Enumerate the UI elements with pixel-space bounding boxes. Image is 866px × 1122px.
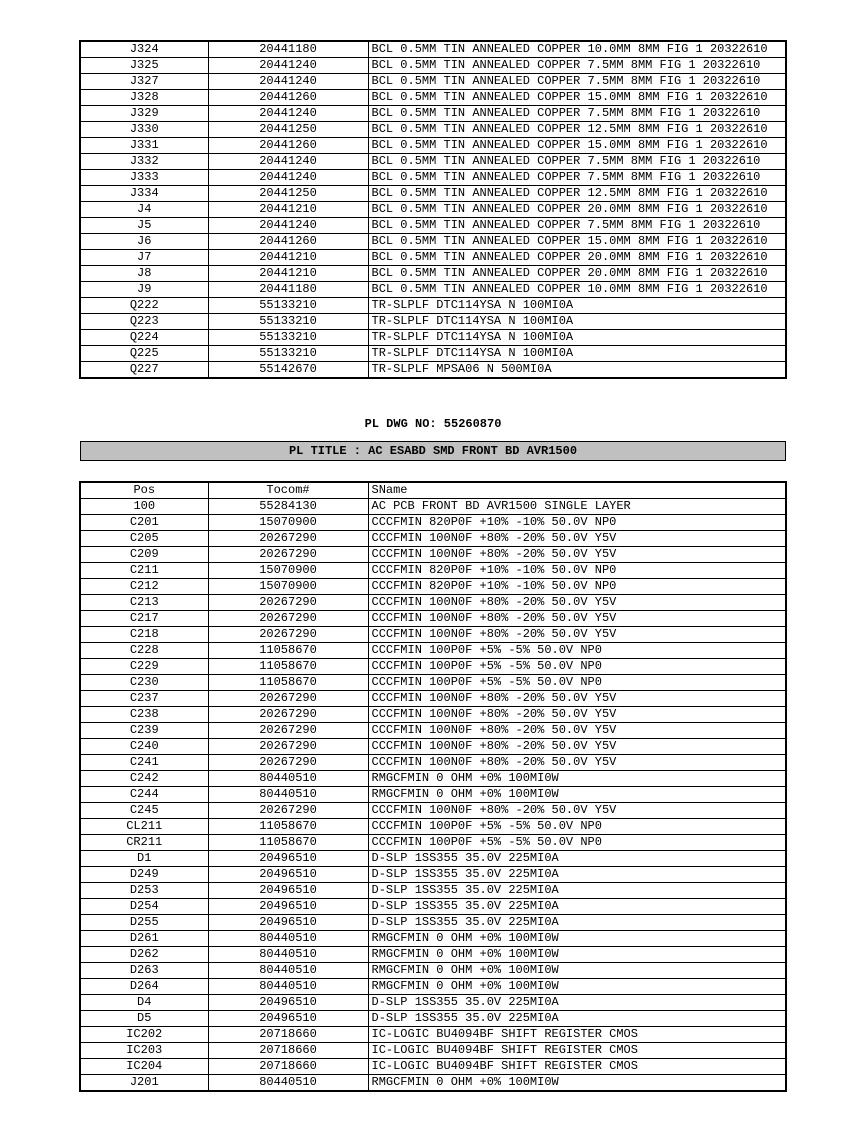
table-row	[80, 1075, 786, 1092]
table-row	[80, 867, 786, 883]
tocom-cell: 20496510	[208, 899, 368, 915]
table-row	[80, 74, 786, 90]
sname-cell: IC-LOGIC BU4094BF SHIFT REGISTER CMOS	[368, 1059, 786, 1075]
tocom-cell: 20267290	[208, 691, 368, 707]
sname-cell: D-SLP 1SS355 35.0V 225MI0A	[368, 867, 786, 883]
table-row	[80, 1027, 786, 1043]
table-row	[80, 282, 786, 298]
table-row	[80, 314, 786, 330]
table-row	[80, 611, 786, 627]
sname-cell: RMGCFMIN 0 OHM +0% 100MI0W	[368, 947, 786, 963]
pl-title-bar: PL TITLE : AC ESABD SMD FRONT BD AVR1500	[80, 441, 786, 461]
tocom-cell: 80440510	[208, 947, 368, 963]
sname-cell: BCL 0.5MM TIN ANNEALED COPPER 15.0MM 8MM FIG 1 20322610	[368, 234, 786, 250]
tocom-cell: 20718660	[208, 1059, 368, 1075]
sname-cell: TR-SLPLF MPSA06 N 500MI0A	[368, 362, 786, 379]
sname-cell: RMGCFMIN 0 OHM +0% 100MI0W	[368, 787, 786, 803]
table-row	[80, 675, 786, 691]
pos-cell: D1	[80, 851, 208, 867]
sname-cell: BCL 0.5MM TIN ANNEALED COPPER 7.5MM 8MM FIG 1 20322610	[368, 154, 786, 170]
table-row	[80, 250, 786, 266]
pos-cell: CR211	[80, 835, 208, 851]
table-row	[80, 154, 786, 170]
tocom-cell: 20496510	[208, 867, 368, 883]
sname-cell: IC-LOGIC BU4094BF SHIFT REGISTER CMOS	[368, 1027, 786, 1043]
tocom-cell: 11058670	[208, 659, 368, 675]
tocom-cell: 20267290	[208, 611, 368, 627]
sname-cell: CCCFMIN 100N0F +80% -20% 50.0V Y5V	[368, 691, 786, 707]
table-row	[80, 298, 786, 314]
tocom-cell: 20441250	[208, 186, 368, 202]
table-row	[80, 803, 786, 819]
table-row	[80, 362, 786, 379]
table-row	[80, 723, 786, 739]
pos-cell: C218	[80, 627, 208, 643]
tocom-cell: 20441180	[208, 41, 368, 58]
pos-cell: J329	[80, 106, 208, 122]
tocom-cell: 20496510	[208, 851, 368, 867]
tocom-cell: 55133210	[208, 346, 368, 362]
pos-cell: J327	[80, 74, 208, 90]
table-row	[80, 947, 786, 963]
sname-cell: CCCFMIN 100N0F +80% -20% 50.0V Y5V	[368, 803, 786, 819]
pos-cell: D255	[80, 915, 208, 931]
sname-cell: BCL 0.5MM TIN ANNEALED COPPER 10.0MM 8MM FIG 1 20322610	[368, 282, 786, 298]
pos-cell: D249	[80, 867, 208, 883]
parts-table-continued-body	[80, 41, 786, 378]
pos-cell: C209	[80, 547, 208, 563]
pos-cell: D253	[80, 883, 208, 899]
pos-cell: J9	[80, 282, 208, 298]
pos-cell: J7	[80, 250, 208, 266]
pos-cell: J324	[80, 41, 208, 58]
tocom-cell: 80440510	[208, 771, 368, 787]
sname-cell: CCCFMIN 100N0F +80% -20% 50.0V Y5V	[368, 595, 786, 611]
table-row	[80, 138, 786, 154]
table-row	[80, 330, 786, 346]
tocom-cell: 20441260	[208, 234, 368, 250]
sname-cell: BCL 0.5MM TIN ANNEALED COPPER 7.5MM 8MM FIG 1 20322610	[368, 74, 786, 90]
table-row	[80, 899, 786, 915]
tocom-cell: 20441240	[208, 74, 368, 90]
tocom-cell: 80440510	[208, 963, 368, 979]
table-row	[80, 547, 786, 563]
sname-cell: BCL 0.5MM TIN ANNEALED COPPER 7.5MM 8MM FIG 1 20322610	[368, 170, 786, 186]
tocom-cell: 20441240	[208, 58, 368, 74]
table-row	[80, 218, 786, 234]
table-row	[80, 787, 786, 803]
sname-cell: CCCFMIN 100N0F +80% -20% 50.0V Y5V	[368, 547, 786, 563]
column-header-pos: Pos	[80, 482, 208, 499]
tocom-cell: 15070900	[208, 515, 368, 531]
pos-cell: IC204	[80, 1059, 208, 1075]
table-row	[80, 170, 786, 186]
sname-cell: D-SLP 1SS355 35.0V 225MI0A	[368, 899, 786, 915]
pos-cell: 100	[80, 499, 208, 515]
tocom-cell: 20267290	[208, 755, 368, 771]
sname-cell: CCCFMIN 100P0F +5% -5% 50.0V NP0	[368, 835, 786, 851]
pos-cell: C228	[80, 643, 208, 659]
pos-cell: J334	[80, 186, 208, 202]
tocom-cell: 20496510	[208, 995, 368, 1011]
tocom-cell: 80440510	[208, 979, 368, 995]
pos-cell: C211	[80, 563, 208, 579]
sname-cell: TR-SLPLF DTC114YSA N 100MI0A	[368, 298, 786, 314]
sname-cell: RMGCFMIN 0 OHM +0% 100MI0W	[368, 931, 786, 947]
pos-cell: Q222	[80, 298, 208, 314]
tocom-cell: 20267290	[208, 803, 368, 819]
table-row	[80, 41, 786, 58]
pos-cell: C242	[80, 771, 208, 787]
sname-cell: RMGCFMIN 0 OHM +0% 100MI0W	[368, 979, 786, 995]
tocom-cell: 20441260	[208, 138, 368, 154]
tocom-cell: 20267290	[208, 595, 368, 611]
table-row	[80, 579, 786, 595]
tocom-cell: 20267290	[208, 707, 368, 723]
column-header-tocom: Tocom#	[208, 482, 368, 499]
tocom-cell: 20496510	[208, 915, 368, 931]
tocom-cell: 20718660	[208, 1027, 368, 1043]
sname-cell: D-SLP 1SS355 35.0V 225MI0A	[368, 915, 786, 931]
tocom-cell: 55142670	[208, 362, 368, 379]
sname-cell: BCL 0.5MM TIN ANNEALED COPPER 7.5MM 8MM FIG 1 20322610	[368, 106, 786, 122]
tocom-cell: 15070900	[208, 579, 368, 595]
pos-cell: Q225	[80, 346, 208, 362]
table-row	[80, 995, 786, 1011]
parts-table-main-body	[80, 499, 786, 1092]
sname-cell: BCL 0.5MM TIN ANNEALED COPPER 12.5MM 8MM FIG 1 20322610	[368, 122, 786, 138]
table-row	[80, 106, 786, 122]
sname-cell: CCCFMIN 100N0F +80% -20% 50.0V Y5V	[368, 611, 786, 627]
pos-cell: C245	[80, 803, 208, 819]
tocom-cell: 20441260	[208, 90, 368, 106]
pos-cell: D261	[80, 931, 208, 947]
pos-cell: J4	[80, 202, 208, 218]
sname-cell: D-SLP 1SS355 35.0V 225MI0A	[368, 995, 786, 1011]
sname-cell: BCL 0.5MM TIN ANNEALED COPPER 20.0MM 8MM FIG 1 20322610	[368, 202, 786, 218]
tocom-cell: 20496510	[208, 883, 368, 899]
sname-cell: RMGCFMIN 0 OHM +0% 100MI0W	[368, 963, 786, 979]
sname-cell: CCCFMIN 820P0F +10% -10% 50.0V NP0	[368, 563, 786, 579]
tocom-cell: 20441240	[208, 170, 368, 186]
pos-cell: Q227	[80, 362, 208, 379]
table-row	[80, 1059, 786, 1075]
pos-cell: D263	[80, 963, 208, 979]
table-row	[80, 234, 786, 250]
table-row	[80, 819, 786, 835]
pos-cell: C230	[80, 675, 208, 691]
table-row	[80, 739, 786, 755]
sname-cell: D-SLP 1SS355 35.0V 225MI0A	[368, 883, 786, 899]
pos-cell: C212	[80, 579, 208, 595]
tocom-cell: 20267290	[208, 627, 368, 643]
pos-cell: J6	[80, 234, 208, 250]
tocom-cell: 20441240	[208, 154, 368, 170]
tocom-cell: 20441210	[208, 202, 368, 218]
table-row	[80, 755, 786, 771]
pos-cell: D254	[80, 899, 208, 915]
tocom-cell: 20441180	[208, 282, 368, 298]
pos-cell: IC203	[80, 1043, 208, 1059]
pos-cell: C217	[80, 611, 208, 627]
pos-cell: Q223	[80, 314, 208, 330]
table-row	[80, 266, 786, 282]
sname-cell: BCL 0.5MM TIN ANNEALED COPPER 15.0MM 8MM FIG 1 20322610	[368, 138, 786, 154]
tocom-cell: 80440510	[208, 931, 368, 947]
table-row	[80, 1011, 786, 1027]
sname-cell: IC-LOGIC BU4094BF SHIFT REGISTER CMOS	[368, 1043, 786, 1059]
table-row	[80, 595, 786, 611]
tocom-cell: 20441210	[208, 266, 368, 282]
tocom-cell: 20441240	[208, 106, 368, 122]
table-row	[80, 851, 786, 867]
sname-cell: BCL 0.5MM TIN ANNEALED COPPER 7.5MM 8MM FIG 1 20322610	[368, 58, 786, 74]
tocom-cell: 15070900	[208, 563, 368, 579]
table-row	[80, 202, 786, 218]
table-row	[80, 707, 786, 723]
pos-cell: J8	[80, 266, 208, 282]
table-row	[80, 835, 786, 851]
sname-cell: BCL 0.5MM TIN ANNEALED COPPER 15.0MM 8MM FIG 1 20322610	[368, 90, 786, 106]
table-row	[80, 627, 786, 643]
pos-cell: IC202	[80, 1027, 208, 1043]
tocom-cell: 55284130	[208, 499, 368, 515]
table-row	[80, 883, 786, 899]
tocom-cell: 20496510	[208, 1011, 368, 1027]
pos-cell: J5	[80, 218, 208, 234]
sname-cell: D-SLP 1SS355 35.0V 225MI0A	[368, 851, 786, 867]
tocom-cell: 20267290	[208, 723, 368, 739]
tocom-cell: 20267290	[208, 547, 368, 563]
sname-cell: TR-SLPLF DTC114YSA N 100MI0A	[368, 346, 786, 362]
table-row	[80, 1043, 786, 1059]
parts-table-header	[80, 482, 786, 499]
tocom-cell: 55133210	[208, 330, 368, 346]
table-row	[80, 346, 786, 362]
pos-cell: J331	[80, 138, 208, 154]
sname-cell: RMGCFMIN 0 OHM +0% 100MI0W	[368, 771, 786, 787]
table-row	[80, 563, 786, 579]
sname-cell: CCCFMIN 100N0F +80% -20% 50.0V Y5V	[368, 755, 786, 771]
sname-cell: BCL 0.5MM TIN ANNEALED COPPER 20.0MM 8MM FIG 1 20322610	[368, 250, 786, 266]
pos-cell: C240	[80, 739, 208, 755]
table-row	[80, 659, 786, 675]
pos-cell: C237	[80, 691, 208, 707]
pos-cell: D264	[80, 979, 208, 995]
tocom-cell: 20441240	[208, 218, 368, 234]
table-row	[80, 90, 786, 106]
table-row	[80, 515, 786, 531]
sname-cell: BCL 0.5MM TIN ANNEALED COPPER 20.0MM 8MM FIG 1 20322610	[368, 266, 786, 282]
sname-cell: CCCFMIN 100P0F +5% -5% 50.0V NP0	[368, 819, 786, 835]
table-row	[80, 963, 786, 979]
table-row	[80, 122, 786, 138]
sname-cell: AC PCB FRONT BD AVR1500 SINGLE LAYER	[368, 499, 786, 515]
tocom-cell: 80440510	[208, 787, 368, 803]
pos-cell: D262	[80, 947, 208, 963]
pos-cell: C244	[80, 787, 208, 803]
pos-cell: C205	[80, 531, 208, 547]
table-row	[80, 979, 786, 995]
tocom-cell: 11058670	[208, 835, 368, 851]
sname-cell: CCCFMIN 100N0F +80% -20% 50.0V Y5V	[368, 531, 786, 547]
table-row	[80, 186, 786, 202]
sname-cell: BCL 0.5MM TIN ANNEALED COPPER 12.5MM 8MM FIG 1 20322610	[368, 186, 786, 202]
pos-cell: C238	[80, 707, 208, 723]
table-row	[80, 771, 786, 787]
tocom-cell: 55133210	[208, 298, 368, 314]
sname-cell: CCCFMIN 100N0F +80% -20% 50.0V Y5V	[368, 723, 786, 739]
pos-cell: C241	[80, 755, 208, 771]
pos-cell: D4	[80, 995, 208, 1011]
pos-cell: J333	[80, 170, 208, 186]
pos-cell: C201	[80, 515, 208, 531]
sname-cell: BCL 0.5MM TIN ANNEALED COPPER 7.5MM 8MM FIG 1 20322610	[368, 218, 786, 234]
pos-cell: J332	[80, 154, 208, 170]
tocom-cell: 20441250	[208, 122, 368, 138]
pos-cell: C229	[80, 659, 208, 675]
sname-cell: RMGCFMIN 0 OHM +0% 100MI0W	[368, 1075, 786, 1092]
table-row	[80, 691, 786, 707]
sname-cell: BCL 0.5MM TIN ANNEALED COPPER 10.0MM 8MM FIG 1 20322610	[368, 41, 786, 58]
pos-cell: D5	[80, 1011, 208, 1027]
sname-cell: CCCFMIN 100P0F +5% -5% 50.0V NP0	[368, 659, 786, 675]
pos-cell: J325	[80, 58, 208, 74]
table-row	[80, 915, 786, 931]
sname-cell: CCCFMIN 820P0F +10% -10% 50.0V NP0	[368, 515, 786, 531]
sname-cell: CCCFMIN 820P0F +10% -10% 50.0V NP0	[368, 579, 786, 595]
tocom-cell: 20267290	[208, 739, 368, 755]
pos-cell: J330	[80, 122, 208, 138]
tocom-cell: 80440510	[208, 1075, 368, 1092]
table-row	[80, 531, 786, 547]
table-row	[80, 643, 786, 659]
table-row	[80, 58, 786, 74]
sname-cell: CCCFMIN 100N0F +80% -20% 50.0V Y5V	[368, 707, 786, 723]
parts-table-continued	[79, 40, 787, 379]
column-header-sname: SName	[368, 482, 786, 499]
sname-cell: CCCFMIN 100P0F +5% -5% 50.0V NP0	[368, 675, 786, 691]
sname-cell: TR-SLPLF DTC114YSA N 100MI0A	[368, 314, 786, 330]
tocom-cell: 20441210	[208, 250, 368, 266]
sname-cell: D-SLP 1SS355 35.0V 225MI0A	[368, 1011, 786, 1027]
pos-cell: C239	[80, 723, 208, 739]
tocom-cell: 55133210	[208, 314, 368, 330]
pos-cell: J328	[80, 90, 208, 106]
table-row	[80, 931, 786, 947]
tocom-cell: 11058670	[208, 819, 368, 835]
table-row	[80, 499, 786, 515]
sname-cell: CCCFMIN 100N0F +80% -20% 50.0V Y5V	[368, 739, 786, 755]
pl-dwg-number: PL DWG NO: 55260870	[364, 417, 502, 431]
sname-cell: CCCFMIN 100P0F +5% -5% 50.0V NP0	[368, 643, 786, 659]
tocom-cell: 11058670	[208, 643, 368, 659]
header-row	[80, 482, 786, 499]
tocom-cell: 11058670	[208, 675, 368, 691]
pos-cell: C213	[80, 595, 208, 611]
pos-cell: CL211	[80, 819, 208, 835]
pos-cell: Q224	[80, 330, 208, 346]
tocom-cell: 20267290	[208, 531, 368, 547]
tocom-cell: 20718660	[208, 1043, 368, 1059]
sname-cell: CCCFMIN 100N0F +80% -20% 50.0V Y5V	[368, 627, 786, 643]
parts-table-main	[79, 481, 787, 1092]
sname-cell: TR-SLPLF DTC114YSA N 100MI0A	[368, 330, 786, 346]
pos-cell: J201	[80, 1075, 208, 1092]
